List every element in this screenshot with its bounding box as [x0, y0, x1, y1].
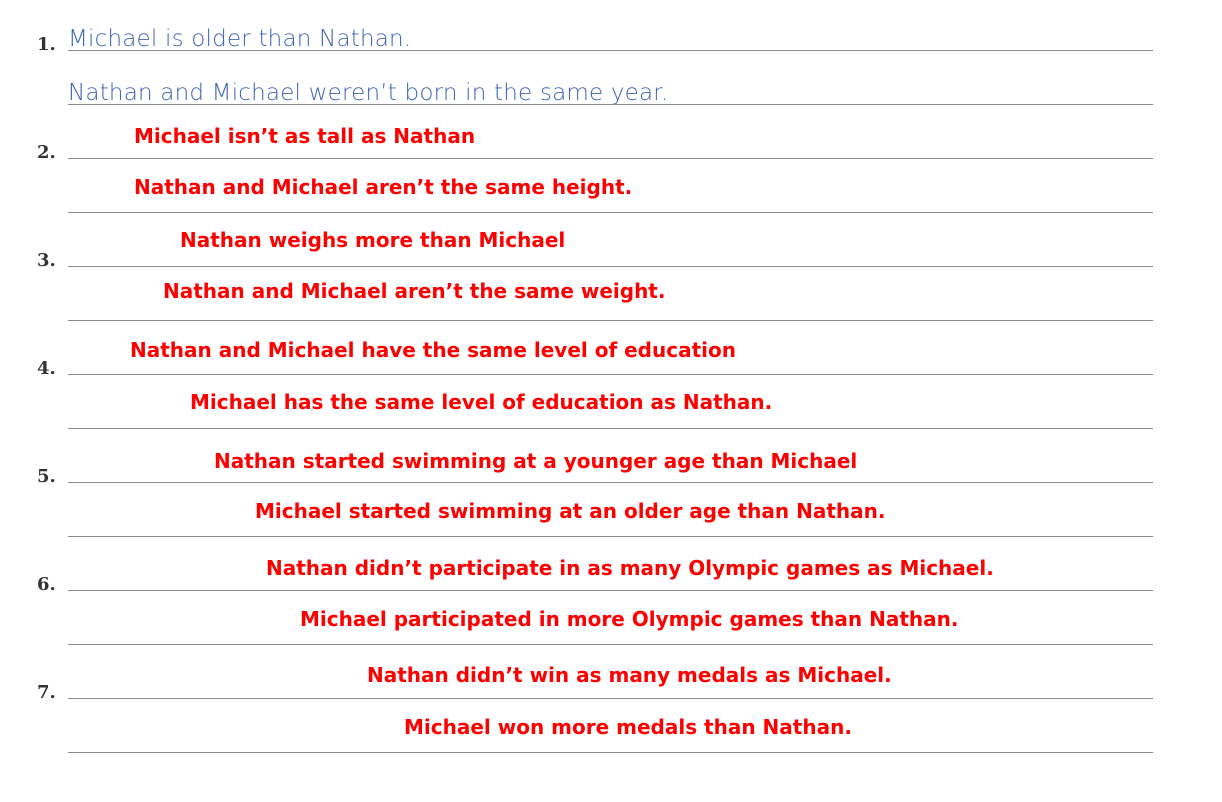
answer-rule: [68, 104, 1153, 105]
item-4-number: 4.: [37, 358, 56, 379]
item-6-number: 6.: [37, 574, 56, 595]
item-7-number: 7.: [37, 682, 56, 703]
answer-rule: [68, 536, 1153, 537]
item-7-answer-line-1: Nathan didn’t win as many medals as Michael.: [367, 663, 892, 687]
answer-rule: [68, 590, 1153, 591]
answer-rule: [68, 752, 1153, 753]
answer-rule: [68, 374, 1153, 375]
answer-rule: [68, 698, 1153, 699]
item-2-answer-line-1: Michael isn’t as tall as Nathan: [134, 124, 476, 148]
item-1-number: 1.: [37, 34, 56, 55]
item-2-number: 2.: [37, 142, 56, 163]
item-5-answer-line-1: Nathan started swimming at a younger age than Michael: [214, 449, 858, 473]
item-3-answer-line-1: Nathan weighs more than Michael: [180, 228, 566, 252]
item-4-answer-line-1: Nathan and Michael have the same level of education: [130, 338, 736, 362]
item-1-example-line-1: Michael is older than Nathan.: [68, 26, 412, 52]
item-3-answer-line-2: Nathan and Michael aren’t the same weight.: [163, 279, 666, 303]
answer-rule: [68, 158, 1153, 159]
answer-rule: [68, 320, 1153, 321]
item-4-answer-line-2: Michael has the same level of education as Nathan.: [190, 390, 773, 414]
item-2-answer-line-2: Nathan and Michael aren’t the same height.: [134, 175, 633, 199]
item-6-answer-line-1: Nathan didn’t participate in as many Olympic games as Michael.: [266, 556, 994, 580]
item-7-answer-line-2: Michael won more medals than Nathan.: [404, 715, 852, 739]
item-6-answer-line-2: Michael participated in more Olympic games than Nathan.: [300, 607, 959, 631]
answer-rule: [68, 266, 1153, 267]
answer-rule: [68, 212, 1153, 213]
answer-rule: [68, 644, 1153, 645]
item-1-example-line-2: Nathan and Michael weren’t born in the same year.: [68, 80, 669, 106]
answer-rule: [68, 50, 1153, 51]
answer-rule: [68, 482, 1153, 483]
answer-rule: [68, 428, 1153, 429]
item-5-number: 5.: [37, 466, 56, 487]
item-3-number: 3.: [37, 250, 56, 271]
item-5-answer-line-2: Michael started swimming at an older age than Nathan.: [255, 499, 886, 523]
